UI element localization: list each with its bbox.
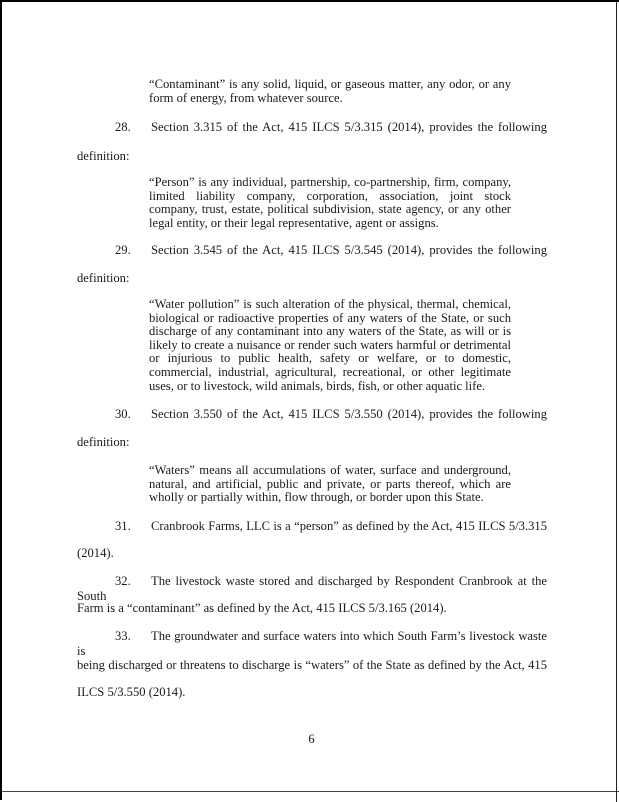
paragraph-28-continuation: definition: bbox=[77, 149, 130, 163]
paragraph-text: Cranbrook Farms, LLC is a “person” as defined by the Act, 415 ILCS 5/3.315 bbox=[151, 519, 547, 533]
paragraph-29-continuation: definition: bbox=[77, 271, 130, 285]
paragraph-28 bbox=[77, 120, 547, 135]
paragraph-text: Section 3.315 of the Act, 415 ILCS 5/3.315 (2014), provides the following bbox=[151, 120, 547, 134]
paragraph-text: Section 3.550 of the Act, 415 ILCS 5/3.550 (2014), provides the following bbox=[151, 407, 547, 421]
paragraph-number: 32. bbox=[115, 574, 131, 588]
paragraph-text: Section 3.545 of the Act, 415 ILCS 5/3.545 (2014), provides the following bbox=[151, 243, 547, 257]
paragraph-number: 30. bbox=[115, 407, 131, 421]
quote-person: “Person” is any individual, partnership, co-partnership, firm, company, limited liability company, corporation, association, joint stock company, trust, estate, political subdivision, state agency, or any other legal entity, or their legal representative, agent or assigns. bbox=[149, 175, 511, 230]
paragraph-32 bbox=[77, 574, 547, 604]
quote-water-pollution: “Water pollution” is such alteration of the physical, thermal, chemical, biological or radioactive properties of any waters of the State, or such discharge of any contaminant into any waters of the State, as will or is likely to create a nuisance or render such waters harmful or detrimental or injurious to public health, safety or welfare, or to domestic, commercial, industrial, agricultural, recreational, or other legitimate uses, or to livestock, wild animals, birds, fish, or other aquatic life. bbox=[149, 297, 511, 393]
quote-waters: “Waters” means all accumulations of water, surface and underground, natural, and artificial, public and private, or parts thereof, which are wholly or partially within, flow through, or border upon this State. bbox=[149, 463, 511, 505]
paragraph-number: 31. bbox=[115, 519, 131, 533]
page-number: 6 bbox=[308, 732, 315, 746]
paragraph-text: The groundwater and surface waters into which South Farm’s livestock waste is bbox=[77, 629, 547, 658]
paragraph-number: 33. bbox=[115, 629, 131, 643]
quote-contaminant: “Contaminant” is any solid, liquid, or gaseous matter, any odor, or any form of energy, from whatever source. bbox=[149, 77, 511, 105]
paragraph-32-continuation: Farm is a “contaminant” as defined by the Act, 415 ILCS 5/3.165 (2014). bbox=[77, 601, 447, 615]
paragraph-number: 29. bbox=[115, 243, 131, 257]
paragraph-33-continuation: ILCS 5/3.550 (2014). bbox=[77, 685, 186, 699]
paragraph-text: The livestock waste stored and discharged by Respondent Cranbrook at the South bbox=[77, 574, 547, 603]
paragraph-33 bbox=[77, 629, 547, 659]
paragraph-31-continuation: (2014). bbox=[77, 546, 114, 560]
paragraph-number: 28. bbox=[115, 120, 131, 134]
paragraph-30-continuation: definition: bbox=[77, 435, 130, 449]
paragraph-31 bbox=[77, 519, 547, 534]
paragraph-30 bbox=[77, 407, 547, 422]
paragraph-33-line-2: being discharged or threatens to discharge is “waters” of the State as defined by the Act, 415 bbox=[77, 658, 547, 672]
paragraph-29 bbox=[77, 243, 547, 258]
